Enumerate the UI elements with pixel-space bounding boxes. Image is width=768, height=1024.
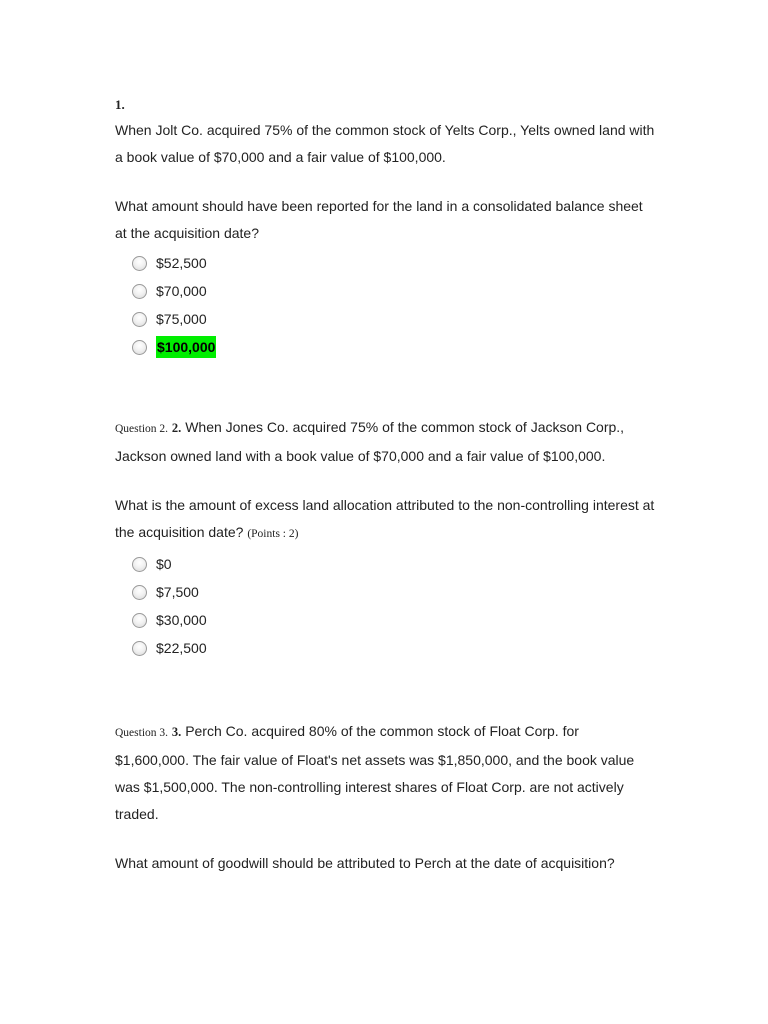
question-2-prefix: Question 2. <box>115 423 169 435</box>
question-1-option-b[interactable] <box>132 277 655 305</box>
question-2-options <box>132 550 655 662</box>
question-3-stem: Perch Co. acquired 80% of the common stock of Float Corp. for $1,600,000. The fair value of Float's net assets was $1,850,000, and the book value was $1,500,000. The non-controlling interest shares of Float Corp. are not actively traded. <box>115 723 635 822</box>
question-2-stem: When Jones Co. acquired 75% of the common stock of Jackson Corp., Jackson owned land with a book value of $70,000 and a fair value of $100,000. <box>115 419 625 464</box>
option-label: $7,500 <box>156 584 199 600</box>
option-label: $70,000 <box>156 283 207 299</box>
question-2-option-d[interactable] <box>132 634 655 662</box>
quiz-page <box>115 96 655 871</box>
question-1-prompt: What amount should have been reported for the land in a consolidated balance sheet at the acquisition date? <box>115 198 643 241</box>
question-1-option-d[interactable] <box>132 333 655 361</box>
question-3-number: 3. <box>171 725 182 739</box>
question-2-number: 2. <box>171 421 182 435</box>
question-2-option-a[interactable] <box>132 550 655 578</box>
radio-button-icon[interactable] <box>132 256 147 271</box>
radio-button-icon[interactable] <box>132 312 147 327</box>
question-2 <box>115 414 655 662</box>
option-label: $75,000 <box>156 311 207 327</box>
radio-button-icon[interactable] <box>132 641 147 656</box>
question-2-prompt: What is the amount of excess land allocation attributed to the non-controlling interest at the acquisition date? <box>115 497 655 540</box>
question-1-options <box>132 249 655 361</box>
question-1 <box>115 96 655 361</box>
question-1-option-a[interactable] <box>132 249 655 277</box>
radio-button-icon[interactable] <box>132 340 147 355</box>
option-label: $52,500 <box>156 255 207 271</box>
question-3-stem-line <box>115 718 655 828</box>
option-label: $22,500 <box>156 640 207 656</box>
question-3 <box>115 718 655 877</box>
question-1-number: 1. <box>115 97 125 112</box>
option-label: $30,000 <box>156 612 207 628</box>
question-2-points: (Points : 2) <box>247 528 299 540</box>
question-3-prefix: Question 3. <box>115 727 169 739</box>
question-1-stem: When Jolt Co. acquired 75% of the common stock of Yelts Corp., Yelts owned land with a book value of $70,000 and a fair value of $100,000. <box>115 122 655 165</box>
option-label: $0 <box>156 556 172 572</box>
question-2-stem-line <box>115 414 655 470</box>
radio-button-icon[interactable] <box>132 284 147 299</box>
question-1-option-c[interactable] <box>132 305 655 333</box>
question-2-option-b[interactable] <box>132 578 655 606</box>
radio-button-icon[interactable] <box>132 585 147 600</box>
question-2-prompt-line <box>115 492 655 548</box>
radio-button-icon[interactable] <box>132 613 147 628</box>
radio-button-icon[interactable] <box>132 557 147 572</box>
question-2-option-c[interactable] <box>132 606 655 634</box>
option-label-highlighted: $100,000 <box>156 336 216 358</box>
question-3-prompt: What amount of goodwill should be attributed to Perch at the date of acquisition? <box>115 855 615 871</box>
